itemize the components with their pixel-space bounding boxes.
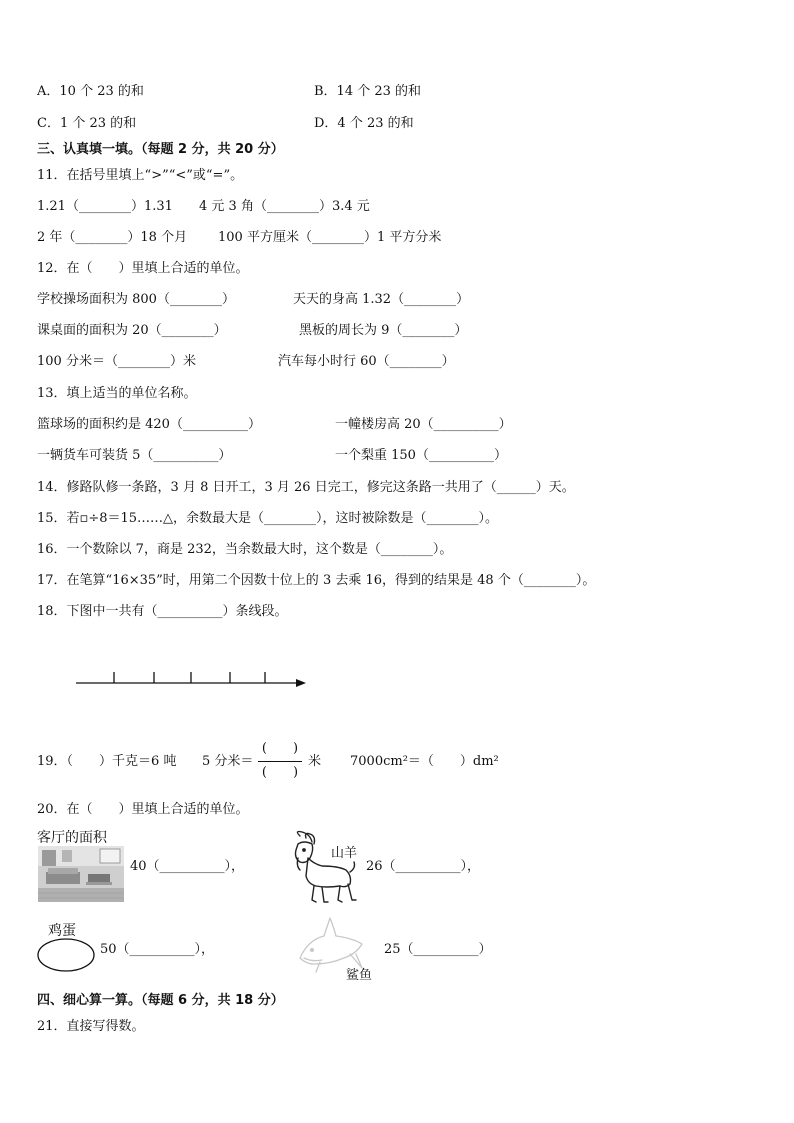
question-11-stem: 11．在括号里填上“>”“<”或“=”。 bbox=[37, 168, 244, 183]
question-12-item: 学校操场面积为 800（________） bbox=[37, 292, 235, 307]
egg-picture bbox=[36, 936, 96, 974]
question-13-stem: 13．填上适当的单位名称。 bbox=[37, 386, 197, 401]
line-segment-figure bbox=[70, 664, 310, 694]
question-12-item: 黑板的周长为 9（________） bbox=[299, 323, 468, 338]
question-11-item: 1.21（________）1.31 bbox=[37, 199, 173, 214]
question-14: 14．修路队修一条路，3 月 8 日开工，3 月 26 日完工，修完这条路一共用了（______）天。 bbox=[37, 480, 575, 495]
fraction bbox=[256, 740, 302, 784]
question-20-stem: 20．在（ ）里填上合适的单位。 bbox=[37, 802, 249, 817]
option-a: A．10 个 23 的和 bbox=[37, 84, 144, 99]
question-11-item: 4 元 3 角（________）3.4 元 bbox=[199, 199, 370, 214]
question-13-item: 篮球场的面积约是 420（__________） bbox=[37, 417, 261, 432]
question-19-part-c: 7000cm²＝（ ）dm² bbox=[350, 754, 499, 769]
question-11-item: 100 平方厘米（________）1 平方分米 bbox=[218, 230, 442, 245]
question-18: 18．下图中一共有（__________）条线段。 bbox=[37, 604, 288, 619]
question-13-item: 一辆货车可装货 5（__________） bbox=[37, 448, 232, 463]
question-12-item: 汽车每小时行 60（________） bbox=[278, 354, 455, 369]
option-d: D．4 个 23 的和 bbox=[314, 116, 414, 131]
shark-answer: 25（__________） bbox=[384, 942, 492, 957]
section-3-title: 三、认真填一填。（每题 2 分，共 20 分） bbox=[37, 142, 284, 157]
question-12-item: 课桌面的面积为 20（________） bbox=[37, 323, 227, 338]
question-13-item: 一幢楼房高 20（__________） bbox=[335, 417, 512, 432]
question-19-part-b-unit: 米 bbox=[308, 754, 322, 769]
living-room-caption: 客厅的面积 bbox=[37, 830, 107, 846]
question-21: 21．直接写得数。 bbox=[37, 1019, 145, 1034]
fraction-numerator: ( ) bbox=[261, 741, 299, 756]
question-12-item: 天天的身高 1.32（________） bbox=[293, 292, 470, 307]
question-13-item: 一个梨重 150（__________） bbox=[335, 448, 507, 463]
fraction-bar bbox=[258, 761, 302, 762]
question-16: 16．一个数除以 7，商是 232，当余数最大时，这个数是（________）。 bbox=[37, 542, 453, 557]
question-19-part-b-prefix: 5 分米＝ bbox=[202, 754, 254, 769]
question-17: 17．在笔算“16×35”时，用第二个因数十位上的 3 去乘 16，得到的结果是 48 个（________）。 bbox=[37, 573, 596, 588]
question-15: 15．若▫÷8＝15……△，余数最大是（________），这时被除数是（________）。 bbox=[37, 511, 499, 526]
question-12-item: 100 分米＝（________）米 bbox=[37, 354, 196, 369]
egg-caption: 鸡蛋 bbox=[48, 923, 76, 939]
section-4-title: 四、细心算一算。（每题 6 分，共 18 分） bbox=[37, 993, 284, 1008]
egg-answer: 50（__________）， bbox=[100, 942, 215, 957]
goat-picture bbox=[280, 828, 364, 906]
goat-caption: 山羊 bbox=[331, 846, 358, 861]
living-room-picture bbox=[38, 846, 124, 902]
shark-caption: 鲨鱼 bbox=[346, 968, 373, 983]
living-room-answer: 40（__________）， bbox=[130, 859, 245, 874]
option-c: C．1 个 23 的和 bbox=[37, 116, 137, 131]
fraction-denominator: ( ) bbox=[261, 765, 299, 780]
option-b: B．14 个 23 的和 bbox=[314, 84, 422, 99]
goat-answer: 26（__________）， bbox=[366, 859, 481, 874]
question-19-part-a: 19．（ ）千克＝6 吨 bbox=[37, 754, 177, 769]
question-12-stem: 12．在（ ）里填上合适的单位。 bbox=[37, 261, 249, 276]
question-11-item: 2 年（________）18 个月 bbox=[37, 230, 188, 245]
